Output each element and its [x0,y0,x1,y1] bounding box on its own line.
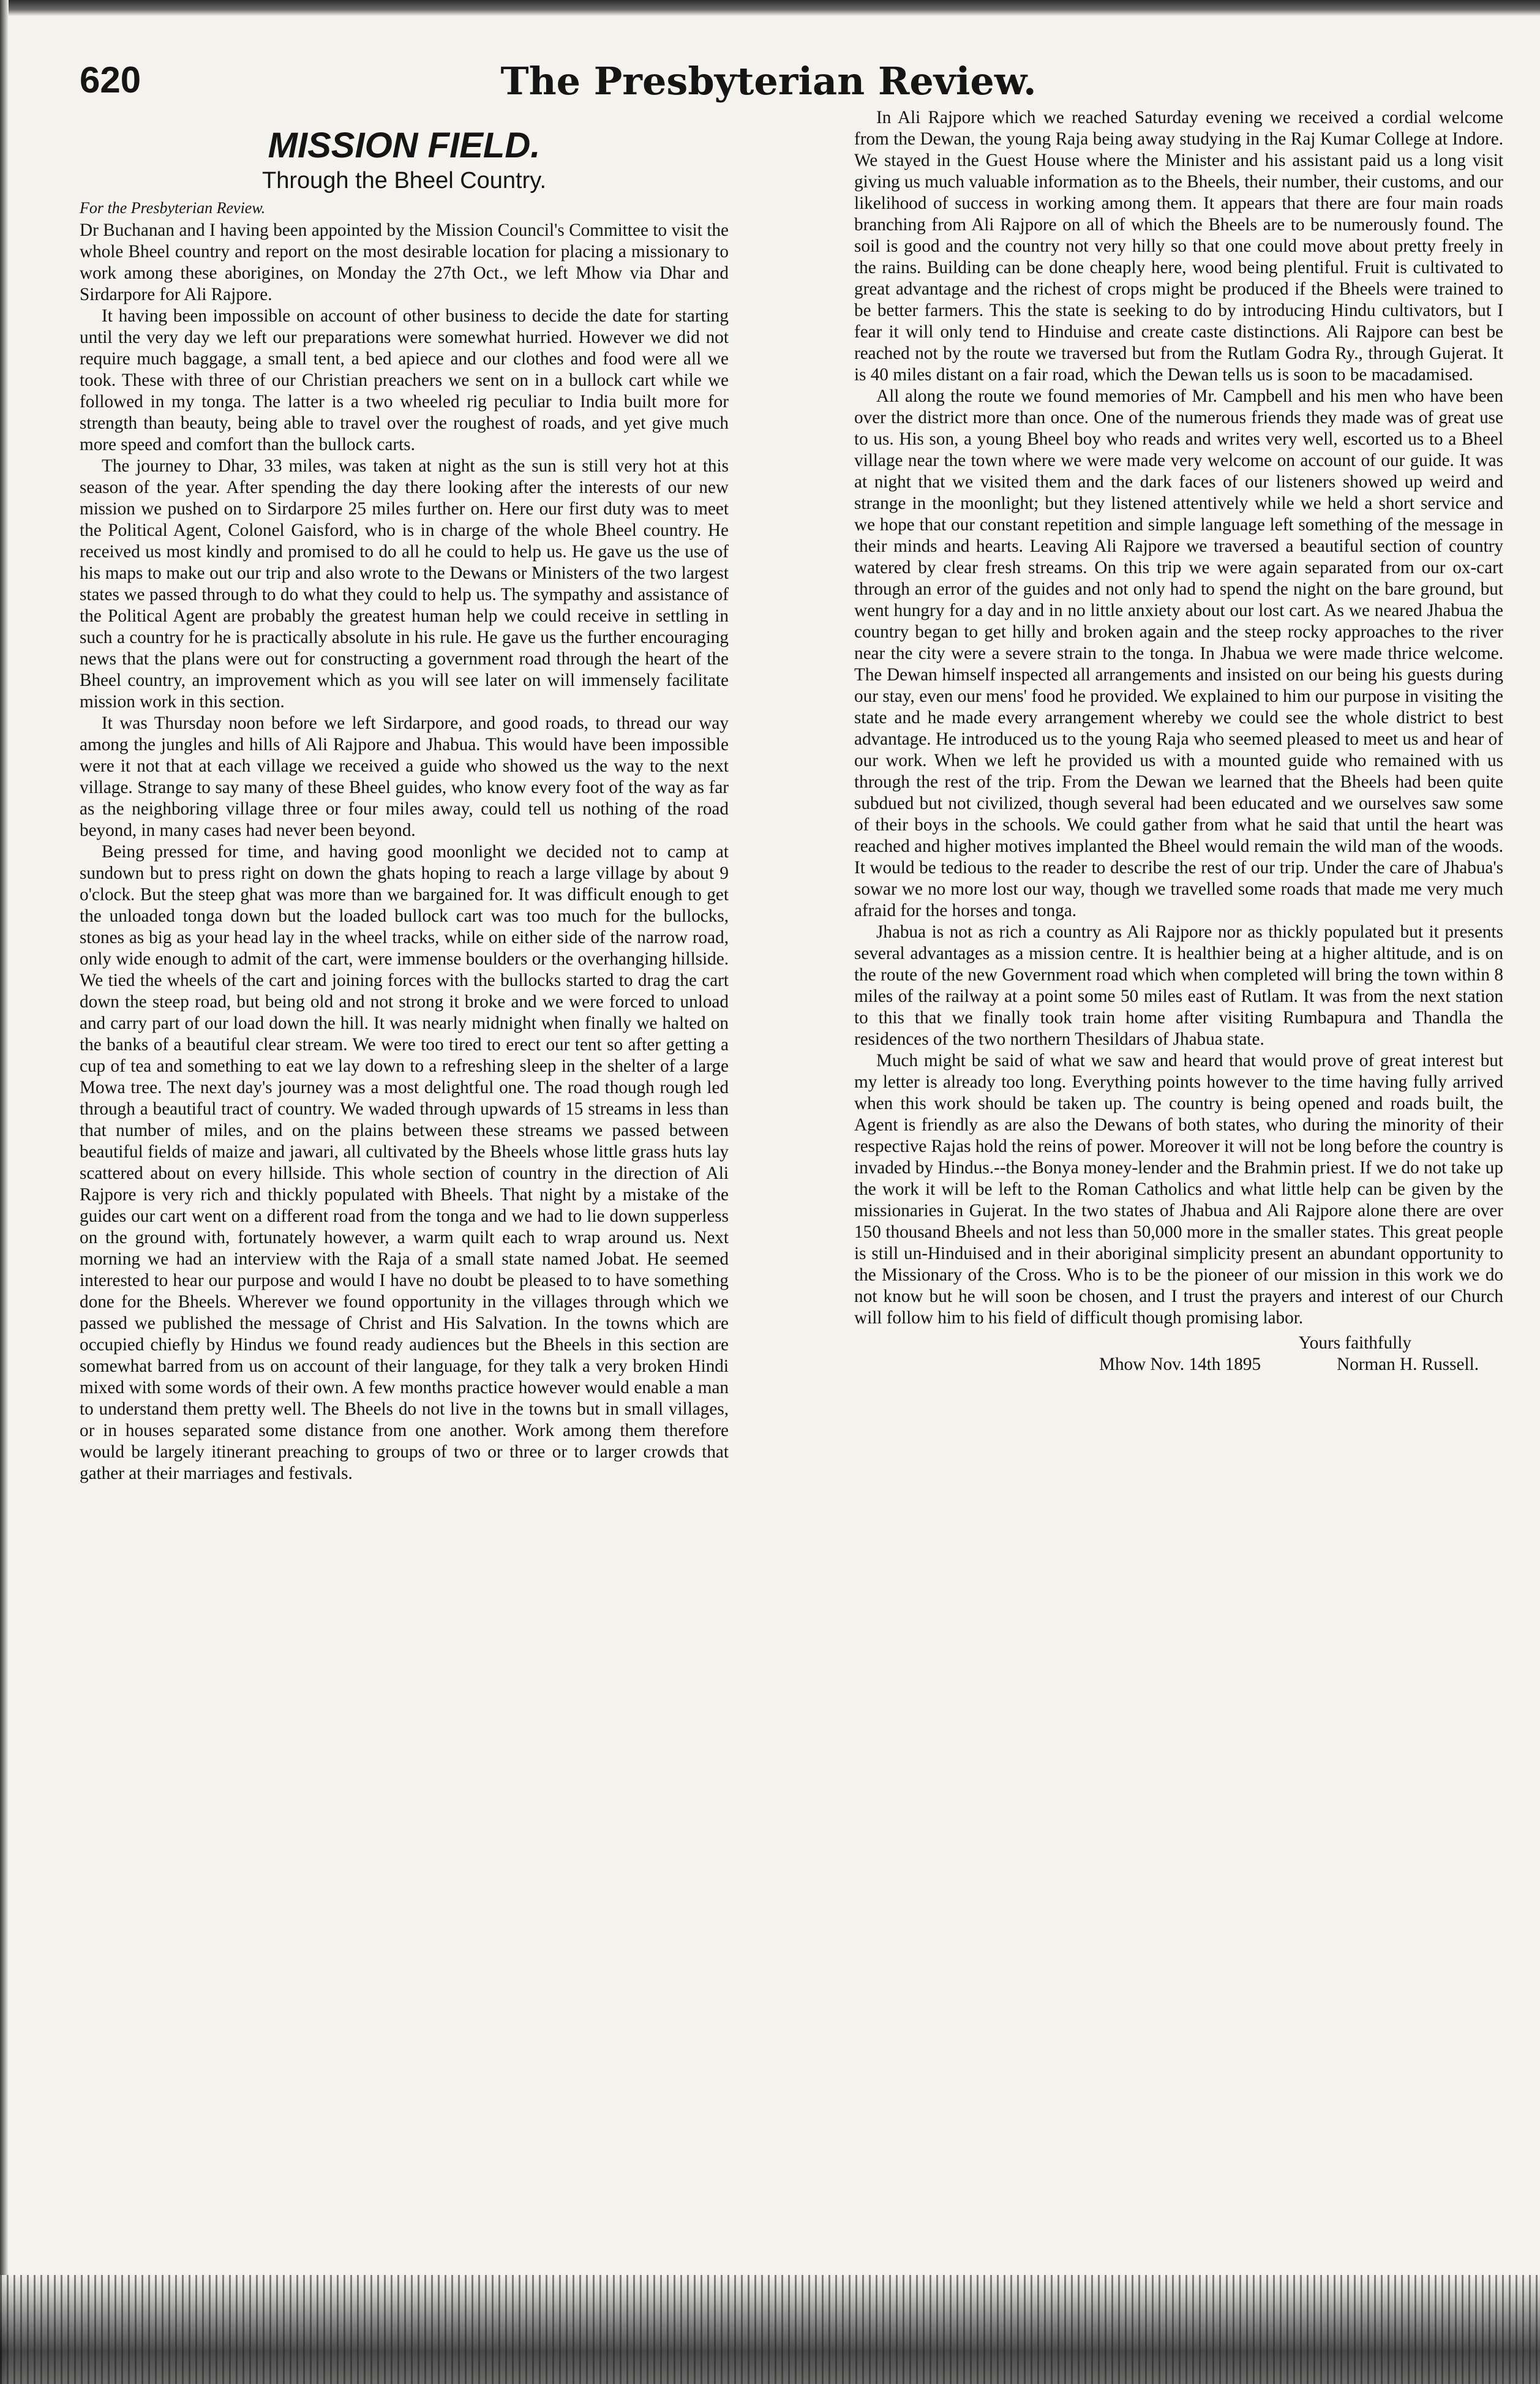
author-name: Norman H. Russell. [1337,1355,1479,1374]
left-column [80,126,729,1484]
paragraph: It was Thursday noon before we left Sirdarpore, and good roads, to thread our way among the jungles and hills of Ali Rajpore and Jhabua. This would have been impossible were it not that at each village we received a guide who showed us the way to the next village. Strange to say many of these Bheel guides, who know every foot of the way as far as the neighboring village three or four miles away, could tell us nothing of the road beyond, in many cases had never been beyond. [80,713,729,840]
page-number: 620 [80,59,141,100]
page-header [80,59,1457,108]
article-source: For the Presbyterian Review. [80,199,266,217]
scan-top-edge [0,0,1540,16]
letter-closing: Yours faithfully [1298,1333,1411,1353]
paragraph: Dr Buchanan and I having been appointed by the Mission Council's Committee to visit the whole Bheel country and report on the most desirable location for placing a missionary to work among these aborigines, on Monday the 27th Oct., we left Mhow via Dhar and Sirdarpore for Ali Rajpore. [80,220,729,304]
journal-title: The Presbyterian Review. [500,59,1037,103]
signature-line [854,1354,1503,1375]
paragraph: All along the route we found memories of Mr. Campbell and his men who have been over the district more than once. One of the numerous friends they made was of great use to us. His son, a young Bheel boy who reads and writes very well, escorted us to a Bheel village near the town where we were made very welcome on account of our guide. It was at night that we visited them and the dark faces of our listeners showed up weird and strange in the moonlight; but they listened attentively while we held a short service and we hope that our constant repetition and simple language left something of the message in their minds and hearts. Leaving Ali Rajpore we traversed a beautiful section of country watered by clear fresh streams. On this trip we were again separated from our ox-cart through an error of the guides and not only had to spend the night on the bare ground, but went hungry for a day and in no little anxiety about our lost cart. As we neared Jhabua the country began to get hilly and broken again and the steep rocky approaches to the river near the city were a severe strain to the tonga. In Jhabua we were made thrice welcome. The Dewan himself inspected all arrangements and insisted on our being his guests during our stay, even our mens' food he provided. We explained to him our purpose in visiting the state and he made every arrangement whereby we could see the whole district to best advantage. He introduced us to the young Raja who seemed pleased to meet us and hear of our work. When we left he provided us with a mounted guide who remained with us through the rest of the trip. From the Dewan we learned that the Bheels had been quite subdued but not civilized, though several had been educated and we ourselves saw some of their boys in the schools. We could gather from what he said that until the heart was reached and higher motives implanted the Bheel would remain the wild man of the woods. It would be tedious to the reader to describe the rest of our trip. Under the care of Jhabua's sowar we no more lost our way, though we travelled some roads that made me very much afraid for the horses and tonga. [854,386,1503,920]
scan-bottom-edge [0,2275,1540,2384]
paragraph: Being pressed for time, and having good moonlight we decided not to camp at sundown but to press right on down the ghats hoping to reach a large village by about 9 o'clock. But the steep ghat was more than we bargained for. It was difficult enough to get the unloaded tonga down but the loaded bullock cart was too much for the bullocks, stones as big as your head lay in the wheel tracks, while on either side of the narrow road, only wide enough to admit of the cart, were immense boulders or the overhanging hillside. We tied the wheels of the cart and joining forces with the bullocks started to drag the cart down the steep road, but being old and not strong it broke and we were forced to unload and carry part of our load down the hill. It was nearly midnight when finally we halted on the banks of a beautiful clear stream. We were too tired to erect our tent so after getting a cup of tea and something to eat we lay down to a refreshing sleep in the shelter of a large Mowa tree. The next day's journey was a most delightful one. The road though rough led through a beautiful tract of country. We waded through upwards of 15 streams in less than that number of miles, and on the plains between these streams we passed between beautiful fields of maize and jawari, all cultivated by the Bheels whose little grass huts lay scattered about on every hillside. This whole section of country in the direction of Ali Rajpore is very rich and thickly populated with Bheels. That night by a mistake of the guides our cart went on a different road from the tonga and we had to lie down supperless on the ground with, fortunately however, a warm quilt each to wrap around us. Next morning we had an interview with the Raja of a small state named Jobat. He seemed interested to hear our purpose and would I have no doubt be pleased to to have something done for the Bheels. Wherever we found opportunity in the villages through which we passed we published the message of Christ and His Salvation. In the towns which are occupied chiefly by Hindus we found ready audiences but the Bheels in this section are somewhat barred from us on account of their language, for they talk a very broken Hindi mixed with some words of their own. A few months practice however would enable a man to understand them pretty well. The Bheels do not live in the towns but in small villages, or in houses separated some distance from one another. Work among them therefore would be largely itinerant preaching to groups of two or three or to larger crowds that gather at their marriages and festivals. [80,842,729,1483]
right-column [854,107,1503,1375]
paragraph: The journey to Dhar, 33 miles, was taken at night as the sun is still very hot at this season of the year. After spending the day there looking after the interests of our new mission we pushed on to Sirdarpore 25 miles further on. Here our first duty was to meet the Political Agent, Colonel Gaisford, who is in charge of the whole Bheel country. He received us most kindly and promised to do all he could to help us. He gave us the use of his maps to make out our trip and also wrote to the Dewans or Ministers of the two largest states we passed through to do what they could to help us. The sympathy and assistance of the Political Agent are probably the greatest human help we could receive in settling in such a country for he is practically absolute in his rule. He gave us the further encouraging news that the plans were out for constructing a government road through the heart of the Bheel country, an improvement which as you will see later on will immensely facilitate mission work in this section. [80,456,729,712]
section-title: MISSION FIELD. [268,126,541,165]
scan-left-edge [0,0,9,2384]
paragraph: Jhabua is not as rich a country as Ali Rajpore nor as thickly populated but it presents several advantages as a mission centre. It is healthier being at a higher altitude, and is on the route of the new Government road which when completed will bring the town within 8 miles of the railway at a point some 50 miles east of Rutlam. It was from the next station to this that we finally took train home after visiting Rumbapura and Thandla the residences of the two northern Thesildars of Jhabua state. [854,922,1503,1049]
paragraph: It having been impossible on account of other business to decide the date for starting until the very day we left our preparations were somewhat hurried. However we did not require much baggage, a small tent, a bed apiece and our clothes and food were all we took. These with three of our Christian preachers we sent on in a bullock cart while we followed in my tonga. The latter is a two wheeled rig peculiar to India built more for strength than beauty, being able to travel over the roughest of roads, and yet give much more speed and comfort than the bullock carts. [80,306,729,454]
place-date: Mhow Nov. 14th 1895 [1099,1355,1261,1374]
paragraph: Much might be said of what we saw and heard that would prove of great interest but my letter is already too long. Everything points however to the time having fully arrived when this work should be taken up. The country is being opened and roads built, the Agent is friendly as are also the Dewans of both states, who during the minority of their respective Rajas hold the reins of power. Moreover it will not be long before the country is invaded by Hindus.--the Bonya money-lender and the Brahmin priest. If we do not take up the work it will be left to the Roman Catholics and what little help can be given by the missionaries in Gujerat. In the two states of Jhabua and Ali Rajpore alone there are over 150 thousand Bheels and not less than 50,000 more in the smaller states. This great people is still un-Hinduised and in their aboriginal simplicity present an abundant opportunity to the Missionary of the Cross. Who is to be the pioneer of our mission in this work we do not know but he will soon be chosen, and I trust the prayers and interest of our Church will follow him to his field of difficult though promising labor. [854,1051,1503,1328]
article-subtitle: Through the Bheel Country. [261,168,546,194]
paragraph: In Ali Rajpore which we reached Saturday evening we received a cordial welcome from the Dewan, the young Raja being away studying in the Raj Kumar College at Indore. We stayed in the Guest House where the Minister and his assistant paid us a long visit giving us much valuable information as to the Bheels, their number, their customs, and our likelihood of success in working among them. It appears that there are four main roads branching from Ali Rajpore on all of which the Bheels are to be numerously found. The soil is good and the country not very hilly so that one could move about pretty freely in the rains. Building can be done cheaply here, wood being plentiful. Fruit is cultivated to great advantage and the richest of crops might be produced if the Bheels were trained to be better farmers. This the state is seeking to do by introducing Hindu cultivators, but I fear it will only tend to Hinduise and create caste distinctions. Ali Rajpore can best be reached not by the route we traversed but from the Rutlam Godra Ry., through Gujerat. It is 40 miles distant on a fair road, which the Dewan tells us is soon to be macadamised. [854,108,1503,385]
